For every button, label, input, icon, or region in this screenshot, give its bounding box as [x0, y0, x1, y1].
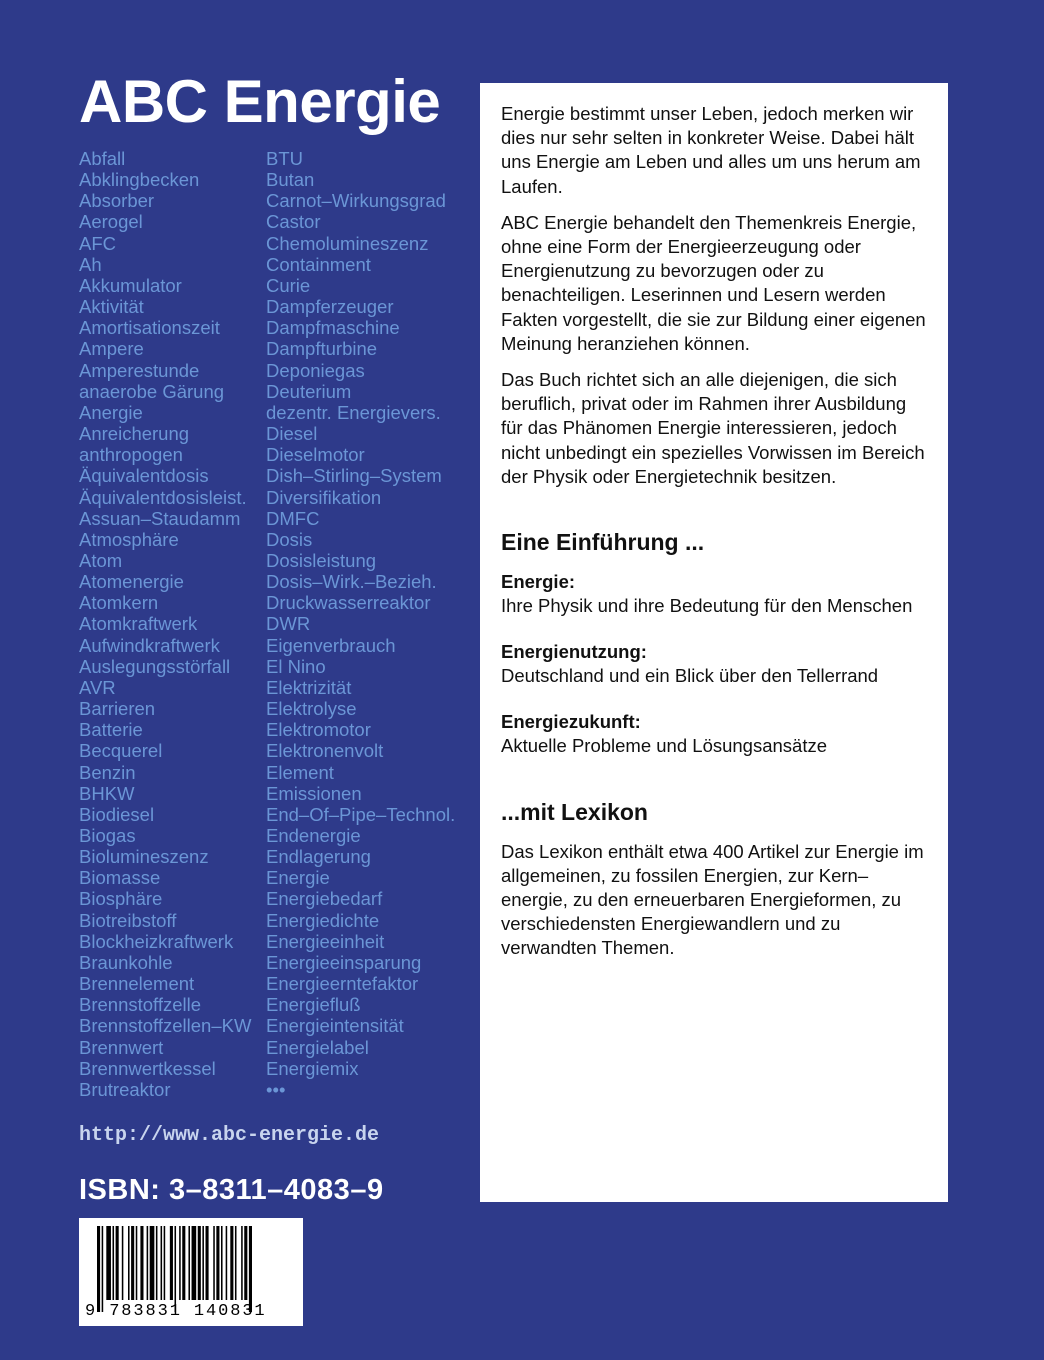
term-item: AVR: [79, 676, 116, 698]
term-item: DWR: [266, 613, 311, 635]
term-item: Dosis–Wirk.–Bezieh.: [266, 571, 437, 593]
section-text: Ihre Physik und ihre Bedeutung für den Menschen: [501, 595, 913, 617]
intro-paragraph-2: ABC Energie behandelt den Themenkreis Energie, ohne eine Form der Energieerzeugung oder Energienutzung zu bevorzugen oder zu benachteiligen. Leserinnen und Lesern werden Fakten vorgestellt, die sie zur Bildung einer eigenen Meinung heranziehen können.: [501, 211, 926, 354]
term-item: Elektrolyse: [266, 698, 357, 720]
term-item: Curie: [266, 274, 311, 296]
term-item: Biodiesel: [79, 803, 155, 825]
term-item: Dampferzeuger: [266, 296, 394, 318]
term-item: Ah: [79, 253, 102, 275]
section-energie: [501, 570, 928, 618]
term-item: Element: [266, 761, 334, 783]
term-item: Brennwertkessel: [79, 1057, 216, 1079]
term-item: Energielabel: [266, 1036, 369, 1058]
heading-lexikon: ...mit Lexikon: [501, 798, 648, 825]
term-item: AFC: [79, 232, 116, 254]
term-item: Barrieren: [79, 698, 156, 720]
term-item: Brennstoffzelle: [79, 994, 202, 1016]
term-item: Brennstoffzellen–KW: [79, 1015, 252, 1037]
term-item: Äquivalentdosisleist.: [79, 486, 247, 508]
section-energienutzung: [501, 640, 928, 688]
term-item: Dampfmaschine: [266, 317, 400, 339]
section-text: Deutschland und ein Blick über den Tellerrand: [501, 665, 879, 687]
isbn-label: ISBN: 3–8311–4083–9: [79, 1174, 384, 1206]
term-item: Abfall: [79, 148, 126, 169]
section-title: Energiezukunft:: [501, 711, 641, 733]
term-item: Blockheizkraftwerk: [79, 930, 234, 952]
term-item: Dieselmotor: [266, 444, 365, 466]
term-list-right: [266, 148, 455, 1100]
term-item: Deuterium: [266, 380, 352, 402]
lexikon-paragraph: Das Lexikon enthält etwa 400 Artikel zur Energie im allgemeinen, zu fossilen Energien, zur Kern–energie, zu den erneuerbaren Energieformen, zu verschiedensten Energiewandlern und zu verwandten Themen.: [501, 840, 924, 959]
term-item: Energie: [266, 867, 330, 889]
term-item: Atomkraftwerk: [79, 613, 198, 635]
term-item: Containment: [266, 253, 371, 275]
barcode-digits: 9 783831 140831: [85, 1302, 267, 1321]
term-item: Atom: [79, 549, 123, 571]
term-item: Becquerel: [79, 740, 163, 762]
section-energiezukunft: [501, 710, 928, 758]
section-title: Energie:: [501, 571, 576, 593]
term-item: Brennelement: [79, 973, 195, 995]
term-item: anaerobe Gärung: [79, 380, 225, 402]
term-item: Elektromotor: [266, 719, 371, 741]
term-item: Biolumineszenz: [79, 846, 209, 868]
book-title: ABC Energie: [79, 68, 441, 135]
term-item: Energieintensität: [266, 1015, 404, 1037]
barcode: [79, 1218, 303, 1326]
term-item: Auslegungsstörfall: [79, 655, 231, 677]
term-item: End–Of–Pipe–Technol.: [266, 803, 456, 825]
heading-introduction: Eine Einführung ...: [501, 529, 705, 556]
term-item: BHKW: [79, 782, 135, 804]
term-item: Dish–Stirling–System: [266, 465, 442, 487]
term-item: Braunkohle: [79, 951, 173, 973]
term-item: Energiedichte: [266, 909, 380, 931]
description-panel: [480, 83, 948, 1202]
term-item: Endenergie: [266, 825, 361, 846]
term-item: Benzin: [79, 761, 136, 783]
term-item: Atomenergie: [79, 571, 184, 593]
term-item: Aerogel: [79, 211, 143, 233]
term-item: Emissionen: [266, 782, 362, 804]
intro-paragraph-1: Energie bestimmt unser Leben, jedoch merken wir dies nur sehr selten in konkreter Weise. Dabei hält uns Energie am Leben und alles um uns herum am Laufen.: [501, 103, 921, 197]
term-item: Deponiegas: [266, 359, 365, 381]
term-item: Atomkern: [79, 592, 159, 614]
term-item: Dosis: [266, 528, 313, 550]
term-item: Druckwasserreaktor: [266, 592, 431, 614]
term-item: Diesel: [266, 423, 318, 445]
term-item: Aktivität: [79, 296, 144, 318]
term-item: Biosphäre: [79, 888, 163, 910]
term-item: Amperestunde: [79, 359, 200, 381]
website-url: http://www.abc-energie.de: [79, 1124, 380, 1147]
term-item: Dosisleistung: [266, 549, 377, 571]
term-item: Äquivalentdosis: [79, 465, 209, 487]
term-item: •••: [266, 1078, 286, 1100]
term-item: El Nino: [266, 655, 326, 677]
term-item: Energieeinheit: [266, 930, 385, 952]
term-item: Dampfturbine: [266, 338, 378, 360]
term-item: Brutreaktor: [79, 1078, 171, 1100]
term-item: Atmosphäre: [79, 528, 179, 550]
term-item: Ampere: [79, 338, 144, 360]
term-item: Butan: [266, 169, 315, 191]
term-item: Aufwindkraftwerk: [79, 634, 220, 656]
intro-paragraph-3: Das Buch richtet sich an alle diejenigen, die sich beruflich, privat oder im Rahmen ihrer Ausbildung für das Phänomen Energie interessieren, jedoch nicht unbedingt ein spezielles Vorwissen im Bereich der Physik oder Energietechnik besitzen.: [501, 369, 925, 487]
term-item: Diversifikation: [266, 486, 382, 508]
term-item: Assuan–Staudamm: [79, 507, 241, 529]
term-item: Elektrizität: [266, 676, 352, 698]
term-list-left: [79, 148, 251, 1100]
term-item: DMFC: [266, 507, 320, 529]
term-item: Batterie: [79, 719, 143, 741]
term-item: Elektronenvolt: [266, 740, 384, 762]
term-item: BTU: [266, 148, 303, 169]
term-item: Anreicherung: [79, 423, 190, 445]
term-item: Carnot–Wirkungsgrad: [266, 190, 446, 212]
term-item: Biogas: [79, 825, 136, 846]
term-item: Energiebedarf: [266, 888, 383, 910]
term-item: Amortisationszeit: [79, 317, 220, 339]
term-item: Endlagerung: [266, 846, 371, 868]
section-text: Aktuelle Probleme und Lösungsansätze: [501, 735, 828, 757]
term-item: Energiemix: [266, 1057, 359, 1079]
term-item: anthropogen: [79, 444, 183, 466]
term-item: Biotreibstoff: [79, 909, 177, 931]
term-item: Eigenverbrauch: [266, 634, 396, 656]
term-item: Brennwert: [79, 1036, 164, 1058]
term-item: dezentr. Energievers.: [266, 401, 441, 423]
term-item: Energieeinsparung: [266, 951, 422, 973]
term-item: Castor: [266, 211, 321, 233]
term-item: Energiefluß: [266, 994, 361, 1016]
term-item: Absorber: [79, 190, 155, 212]
term-item: Chemolumineszenz: [266, 232, 429, 254]
term-item: Akkumulator: [79, 274, 182, 296]
term-item: Energieerntefaktor: [266, 973, 419, 995]
term-item: Biomasse: [79, 867, 161, 889]
section-title: Energienutzung:: [501, 641, 647, 663]
term-item: Anergie: [79, 401, 143, 423]
term-item: Abklingbecken: [79, 169, 200, 191]
